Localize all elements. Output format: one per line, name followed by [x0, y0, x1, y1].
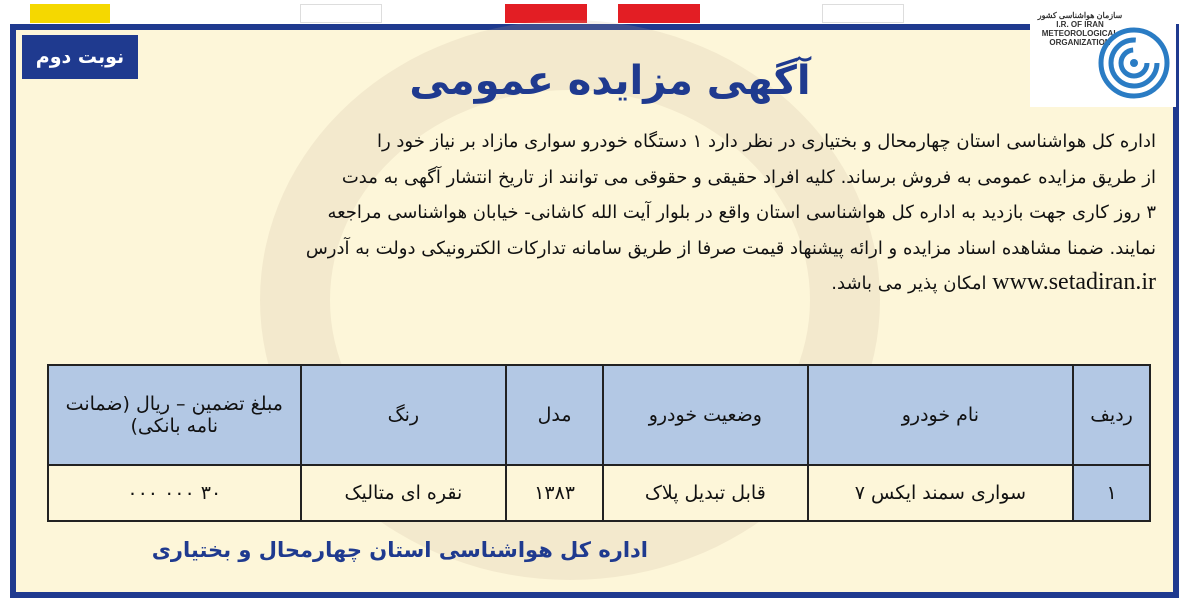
- logo-text-line-2: METEOROLOGICAL: [1041, 29, 1119, 38]
- strip-red-1: [505, 4, 587, 23]
- col-vehicle-name: نام خودرو: [808, 365, 1073, 465]
- logo-text-line-1: I.R. OF IRAN: [1056, 20, 1104, 29]
- announcement-body: [44, 124, 1156, 302]
- strip-yellow: [30, 4, 110, 23]
- col-guarantee-amount: مبلغ تضمین – ریال (ضمانت نامه بانکی): [48, 365, 301, 465]
- cell-row-number: ۱: [1073, 465, 1150, 521]
- page-title: آگهی مزایده عمومی: [409, 58, 811, 104]
- body-line-5: [44, 266, 1156, 302]
- cell-model: ۱۳۸۳: [506, 465, 603, 521]
- auction-table: [47, 364, 1151, 522]
- cell-color: نقره ای متالیک: [301, 465, 507, 521]
- col-model: مدل: [506, 365, 603, 465]
- logo-text-fa: سازمان هواشناسی کشور: [1037, 11, 1123, 20]
- body-line-1: اداره کل هواشناسی استان چهارمحال و بختیاری در نظر دارد ۱ دستگاه خودرو سواری مازاد بر نیاز خود را: [376, 131, 1156, 152]
- strip-red-2: [618, 4, 700, 23]
- body-line-4: نمایند. ضمنا مشاهده اسناد مزایده و ارائه پیشنهاد قیمت صرفا از طریق سامانه تدارکات الکترونیکی دولت به آدرس: [305, 237, 1156, 259]
- strip-white-2: [822, 4, 904, 23]
- col-vehicle-status: وضعیت خودرو: [603, 365, 808, 465]
- strip-white-1: [300, 4, 382, 23]
- cell-vehicle-status: قابل تبدیل پلاک: [603, 465, 808, 521]
- body-line-3: ۳ روز کاری جهت بازدید به اداره کل هواشناسی استان واقع در بلوار آیت الله کاشانی- خیابان هواشناسی مراجعه: [327, 202, 1156, 223]
- logo-text-line-3: ORGANIZATION: [1049, 38, 1111, 47]
- col-row-number: ردیف: [1073, 365, 1150, 465]
- website-link[interactable]: www.setadiran.ir: [992, 269, 1156, 295]
- organization-logo: [1030, 7, 1176, 107]
- table-row: [48, 465, 1150, 521]
- cell-guarantee-amount: ۳۰ ۰۰۰ ۰۰۰: [48, 465, 301, 521]
- body-line-2: از طریق مزایده عمومی به فروش برساند. کلیه افراد حقیقی و حقوقی می توانند از تاریخ انتشار آگهی به مدت: [341, 166, 1156, 188]
- spiral-logo-icon: [1098, 27, 1170, 99]
- footer-signature: اداره کل هواشناسی استان چهارمحال و بختیاری: [151, 538, 648, 562]
- col-color: رنگ: [301, 365, 507, 465]
- body-line-5-text: امکان پذیر می باشد.: [831, 273, 987, 294]
- second-round-badge: نوبت دوم: [22, 35, 138, 79]
- cell-vehicle-name: سواری سمند ایکس ۷: [808, 465, 1073, 521]
- table-header-row: [48, 365, 1150, 465]
